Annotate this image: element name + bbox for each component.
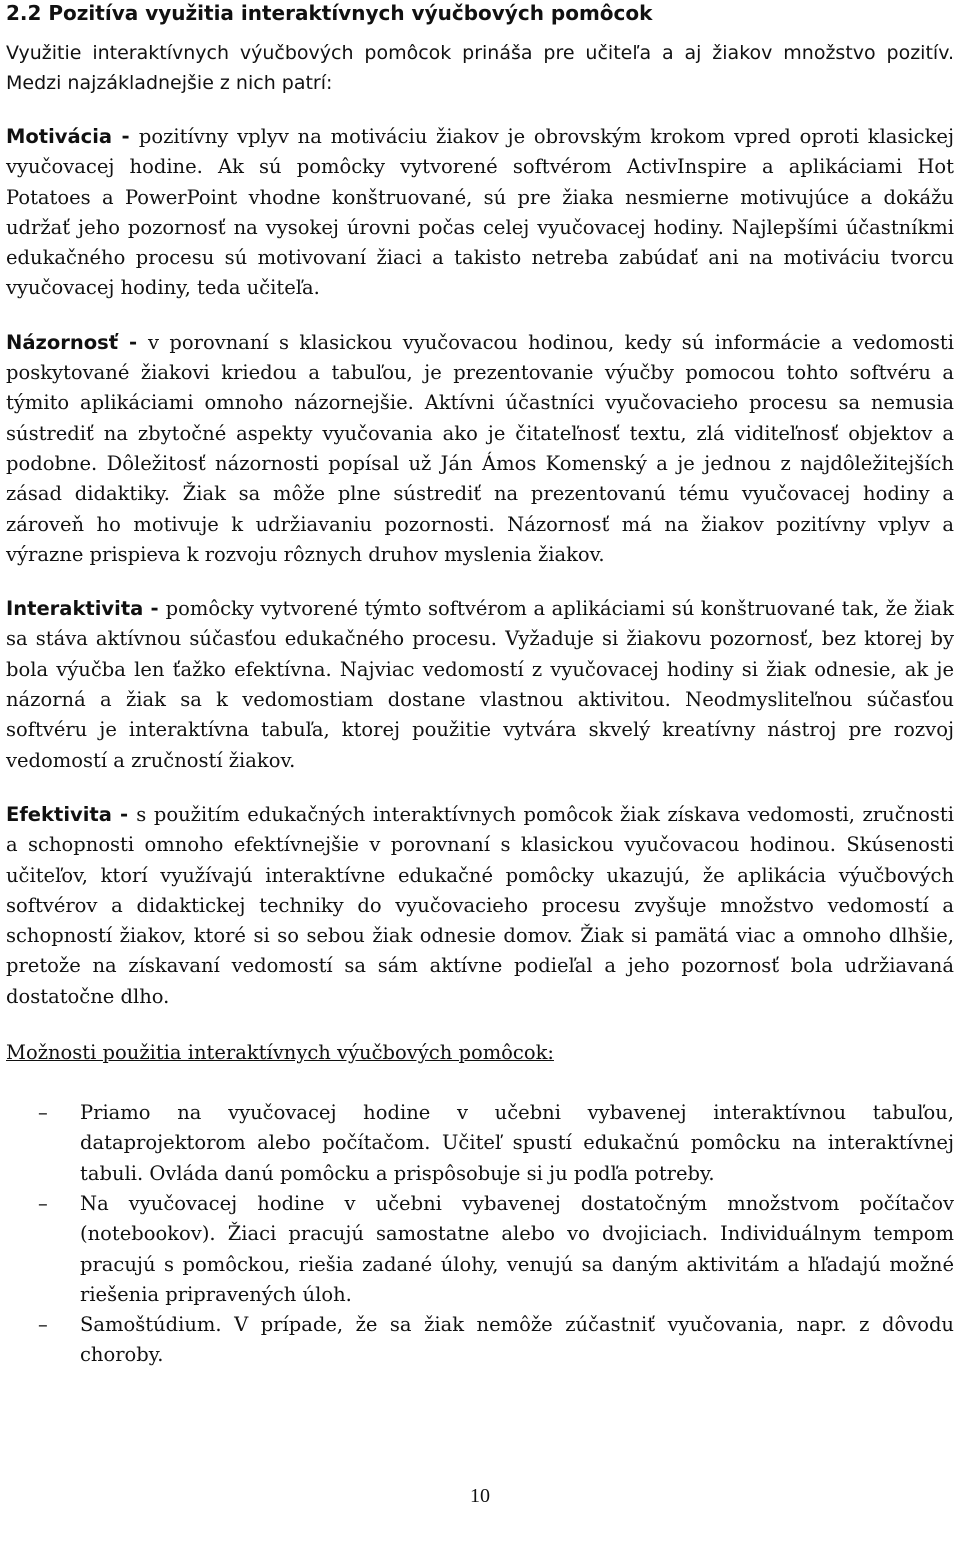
term-interaktivita: Interaktivita [6,597,144,621]
intro-text-part1: Využitie interaktívnych výučbových pomôcok prináša pre učiteľa a aj žiakov množstvo pozitív. [6,42,954,64]
document-page [6,0,954,1371]
paragraph-text: s použitím edukačných interaktívnych pomôcok žiak získava vedomosti, zručnosti a schopnosti omnoho efektívnejšie v porovnaní s klasickou vyučovacou hodinou. Skúsenosti učiteľov, ktorí využívajú interaktívne edukačné pomôcky ukazujú, že aplikácia výučbových softvérov a didaktickej techniky do vyučovacieho procesu zvyšuje množstvo vedomostí a schopností žiakov, ktoré si so sebou žiak odnesie domov. Žiak si pamätá viac a omnoho dlhšie, pretože na získavaní vedomostí sa sám aktívne podieľal a jeho pozornosť bola udržiavaná dostatočne dlho. [6,802,954,1008]
paragraph-nazornost [6,328,954,570]
options-list [6,1098,954,1371]
dash-bullet: – [38,1313,48,1337]
list-item [6,1189,954,1310]
term-separator: - [111,802,137,826]
list-item [6,1098,954,1189]
paragraph-efektivita [6,800,954,1012]
paragraph-text: pozitívny vplyv na motiváciu žiakov je obrovským krokom vpred oproti klasickej vyučovacej hodine. Ak sú pomôcky vytvorené softvérom ActivInspire a aplikáciami Hot Potatoes a PowerPoint vhodne konštruované, sú pre žiaka nesmierne motivujúce a dokážu udržať jeho pozornosť na vysokej úrovni počas celej vyučovacej hodiny. Najlepšími účastníkmi edukačného procesu sú motivovaní žiaci a takisto netreba zabúdať ani na motiváciu tvorcu vyučovacej hodiny, teda učiteľa. [6,125,954,300]
page-number: 10 [470,1485,490,1507]
intro-text-part2: Medzi najzákladnejšie z nich patrí: [6,72,333,94]
paragraph-text: v porovnaní s klasickou vyučovacou hodinou, kedy sú informácie a vedomosti poskytované žiakovi kriedou a tabuľou, je prezentovanie výučby pomocou tohto softvéru a týmito aplikáciami omnoho názornejšie. Aktívni účastníci vyučovacieho procesu sa nemusia sústrediť na zbytočné aspekty vyučovania ako je čitateľnosť textu, zlá viditeľnosť objektov a podobne. Dôležitosť názornosti popísal už Ján Ámos Komenský a je jednou z najdôležitejších zásad didaktiky. Žiak sa môže plne sústrediť na prezentovanú tému vyučovacej hodiny a zároveň ho motivuje k udržiavaniu pozornosti. Názornosť má na žiakov pozitívny vplyv a výrazne prispieva k rozvoju rôznych druhov myslenia žiakov. [6,330,955,566]
paragraph-text: pomôcky vytvorené týmto softvérom a aplikáciami sú konštruované tak, že žiak sa stáva aktívnou súčasťou edukačného procesu. Vyžaduje si žiakovu pozornosť, bez ktorej by bola výučba len ťažko efektívna. Najviac vedomostí z vyučovacej hodiny si žiak odnesie, ak je názorná a žiak sa k vedomostiam dostane vlastnou aktivitou. Neodmysliteľnou súčasťou softvéru je interaktívna tabuľa, ktorej použitie vytvára skvelý kreatívny nástroj pre rozvoj vedomostí a zručností žiakov. [6,597,954,772]
paragraph-interaktivita [6,594,954,776]
intro-paragraph [6,38,954,98]
term-separator: - [112,125,139,148]
term-efektivita: Efektivita [6,802,112,826]
term-motivacia: Motivácia [6,125,113,148]
list-item-text: Priamo na vyučovacej hodine v učebni vybavenej interaktívnou tabuľou, dataprojektorom alebo počítačom. Učiteľ spustí edukačnú pomôcku na interaktívnej tabuli. Ovláda danú pomôcku a prispôsobuje si ju podľa potreby. [80,1101,954,1185]
section-heading: 2.2 Pozitíva využitia interaktívnych výučbových pomôcok [6,1,653,25]
term-separator: - [143,597,166,621]
list-item-text: Na vyučovacej hodine v učebni vybavenej dostatočným množstvom počítačov (notebookov). Žiaci pracujú samostatne alebo vo dvojiciach. Individuálnym tempom pracujú s pomôckou, riešia zadané úlohy, venujú sa daným aktivitám a hľadajú možné riešenia pripravených úloh. [80,1191,954,1306]
term-nazornost: Názornosť [6,330,119,354]
dash-bullet: – [38,1101,48,1125]
list-item-text: Samoštúdium. V prípade, že sa žiak nemôže zúčastniť vyučovania, napr. z dôvodu choroby. [80,1313,954,1367]
list-item [6,1310,954,1371]
dash-bullet: – [38,1191,48,1215]
term-separator: - [118,330,149,354]
paragraph-motivacia [6,122,954,304]
options-heading: Možnosti použitia interaktívnych výučbových pomôcok: [6,1041,554,1065]
